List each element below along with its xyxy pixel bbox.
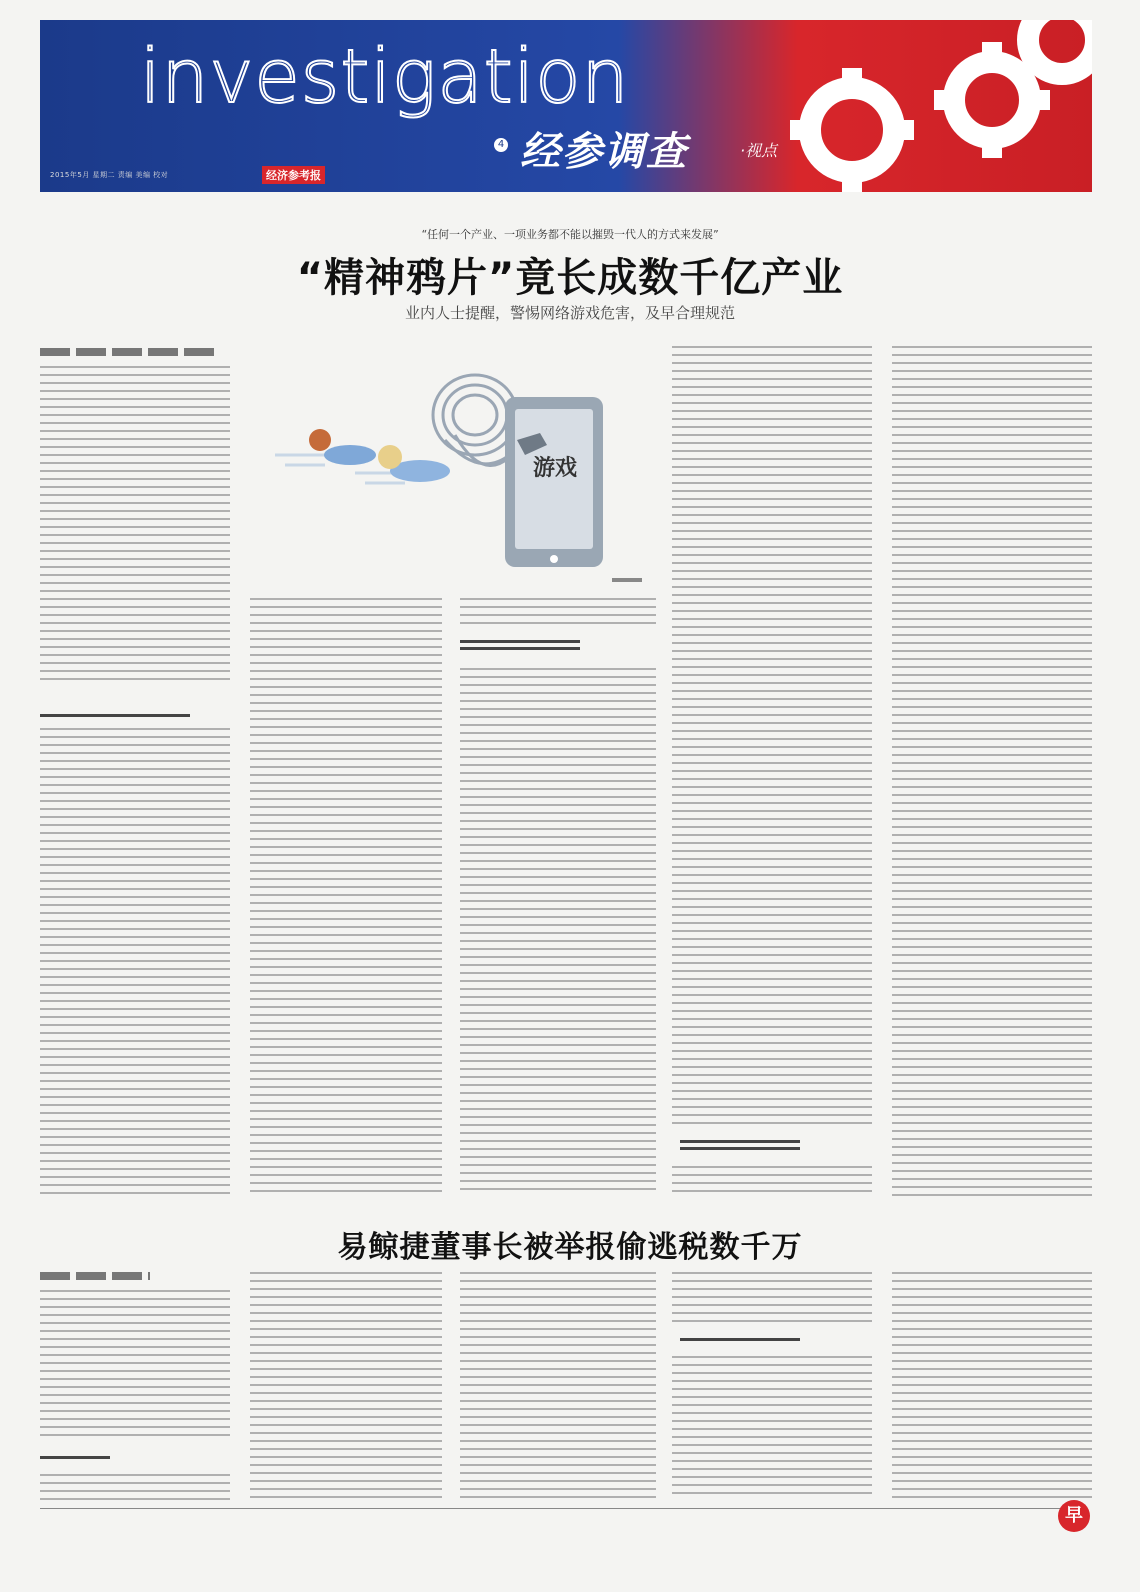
subheading (460, 640, 580, 654)
text-column (672, 1272, 872, 1328)
text-column (40, 1290, 230, 1442)
text-column (250, 1272, 442, 1500)
section-title: 经参调查 (520, 129, 688, 175)
byline (40, 1272, 150, 1280)
text-column (460, 668, 656, 1196)
dateline: 2015年5月 星期二 责编 美编 校对 (50, 171, 169, 179)
banner-english-title: investigation (140, 34, 630, 120)
illustration-credit (612, 578, 642, 582)
text-column (250, 598, 442, 1196)
section-subtitle: ·视点 (740, 141, 778, 160)
subheading (680, 1338, 800, 1344)
subheading (40, 714, 190, 720)
text-column (892, 1272, 1092, 1500)
section-banner (40, 20, 1092, 192)
paper-name: 经济参考报 (262, 166, 325, 184)
footer-bar (40, 1508, 1080, 1523)
watermark-logo: 早 (1058, 1500, 1090, 1532)
illustration (255, 345, 655, 585)
page-number: 4 (494, 138, 508, 152)
article-headline: “精神鸦片”竟长成数千亿产业 (296, 255, 844, 301)
text-column (460, 598, 656, 628)
text-column (892, 346, 1092, 1196)
illustration-label: 游戏 (532, 456, 578, 481)
text-column (672, 346, 872, 1130)
text-column (460, 1272, 656, 1500)
article-headline-2: 易鲸捷董事长被举报偷逃税数千万 (337, 1230, 803, 1265)
subheading (40, 1456, 110, 1462)
article-subhead: 业内人士提醒，警惕网络游戏危害，及早合理规范 (404, 304, 735, 322)
text-column (40, 366, 230, 684)
article-kicker: “任何一个产业、一项业务都不能以摧毁一代人的方式来发展” (421, 228, 719, 241)
text-column (40, 728, 230, 1194)
gaming-addiction-illustration (255, 345, 655, 585)
byline (40, 348, 220, 356)
text-column (672, 1356, 872, 1500)
text-column (672, 1166, 872, 1196)
subheading (680, 1140, 800, 1154)
gears-icon (762, 20, 1092, 192)
text-column (40, 1474, 230, 1500)
